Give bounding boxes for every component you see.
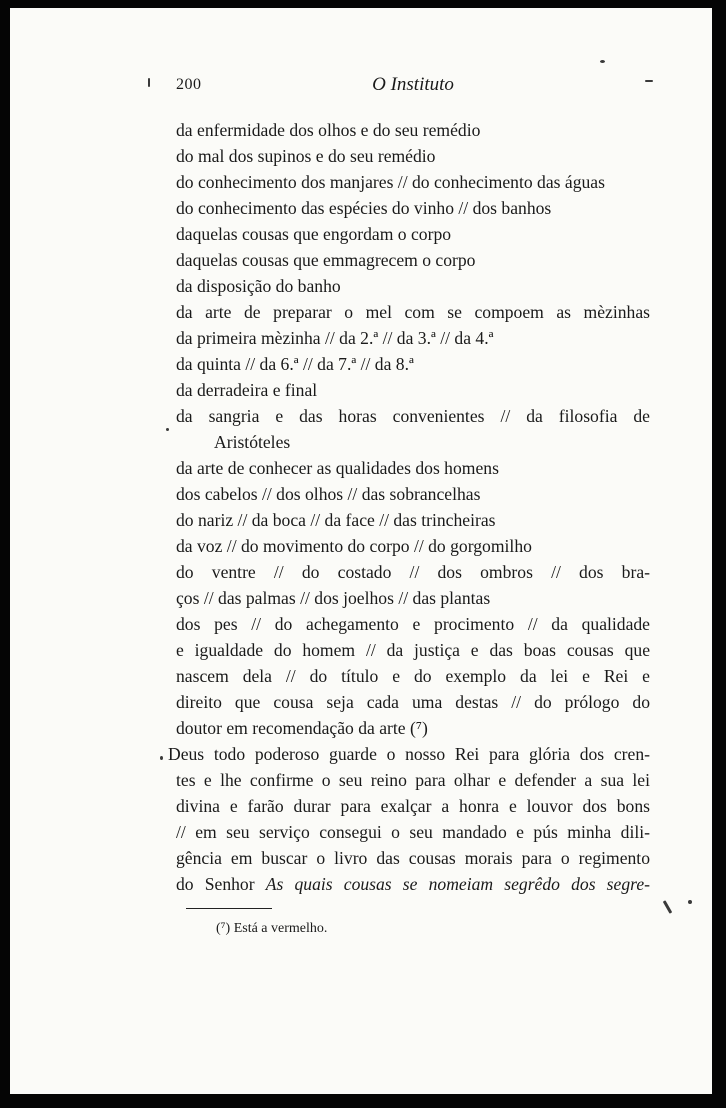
text-line: do conhecimento dos manjares // do conhecimento das águas: [176, 172, 605, 192]
text-line: ços // das palmas // dos joelhos // das plantas: [176, 588, 491, 608]
text-line: da enfermidade dos olhos e do seu remédio: [176, 120, 481, 140]
text-line: da voz // do movimento do corpo // do gorgomilho: [176, 536, 532, 556]
body-text: [168, 117, 650, 897]
scan-speck: [663, 900, 673, 914]
scan-speck: [600, 60, 605, 63]
text-line: da disposição do banho: [176, 276, 341, 296]
page-number: 200: [176, 76, 202, 93]
text-line: Deus todo poderoso guarde o nosso Rei para glória dos cren-: [168, 744, 650, 764]
scan-speck: [645, 80, 653, 82]
text-line-last: [176, 871, 650, 897]
text-line: do nariz // da boca // da face // das trincheiras: [176, 510, 496, 530]
text-line: da primeira mèzinha // da 2.ª // da 3.ª // da 4.ª: [176, 328, 494, 348]
text-line: e igualdade do homem // da justiça e das boas cousas que: [176, 640, 650, 660]
text-line: da arte de conhecer as qualidades dos homens: [176, 458, 499, 478]
footnote: (⁷) Está a vermelho.: [216, 921, 328, 936]
scan-border-right: [712, 0, 726, 1108]
footnote-rule: [186, 908, 272, 909]
text-line: da arte de preparar o mel com se compoem as mèzinhas: [176, 302, 650, 322]
text-italic: As quais cousas se nomeiam segrêdo dos segre-: [265, 874, 650, 894]
text-line: do conhecimento das espécies do vinho // dos banhos: [176, 198, 552, 218]
text-roman: do Senhor: [176, 874, 255, 894]
text-line: tes e lhe confirme o seu reino para olhar e defender a sua lei: [176, 770, 650, 790]
text-line: // em seu serviço consegui o seu mandado e pús minha dili-: [176, 822, 650, 842]
scan-speck: [688, 900, 692, 904]
scan-border-top: [0, 0, 726, 8]
text-line: do mal dos supinos e do seu remédio: [176, 146, 436, 166]
scan-border-left: [0, 0, 10, 1108]
scan-speck: [148, 78, 150, 87]
text-line: daquelas cousas que engordam o corpo: [176, 224, 452, 244]
page-header: [176, 74, 650, 100]
text-line: doutor em recomendação da arte (⁷): [176, 718, 428, 738]
text-line: daquelas cousas que emmagrecem o corpo: [176, 250, 476, 270]
text-line: da quinta // da 6.ª // da 7.ª // da 8.ª: [176, 354, 414, 374]
text-line: do ventre // do costado // dos ombros // dos bra-: [176, 562, 650, 582]
running-title: O Instituto: [372, 74, 454, 95]
text-line: divina e farão durar para exalçar a honra e louvor dos bons: [176, 796, 650, 816]
text-line: gência em buscar o livro das cousas morais para o regimento: [176, 848, 650, 868]
text-line: dos pes // do achegamento e procimento // da qualidade: [176, 614, 650, 634]
text-line: nascem dela // do título e do exemplo da lei e Rei e: [176, 666, 650, 686]
scan-speck: [166, 428, 169, 431]
text-line: da derradeira e final: [176, 380, 318, 400]
scan-border-bottom: [0, 1094, 726, 1108]
text-line: da sangria e das horas convenientes // da filosofia de: [176, 406, 650, 426]
text-line: direito que cousa seja cada uma destas // do prólogo do: [176, 692, 650, 712]
text-line: dos cabelos // dos olhos // das sobrancelhas: [176, 484, 481, 504]
scan-speck: [160, 756, 163, 760]
text-line: Aristóteles: [214, 432, 291, 452]
